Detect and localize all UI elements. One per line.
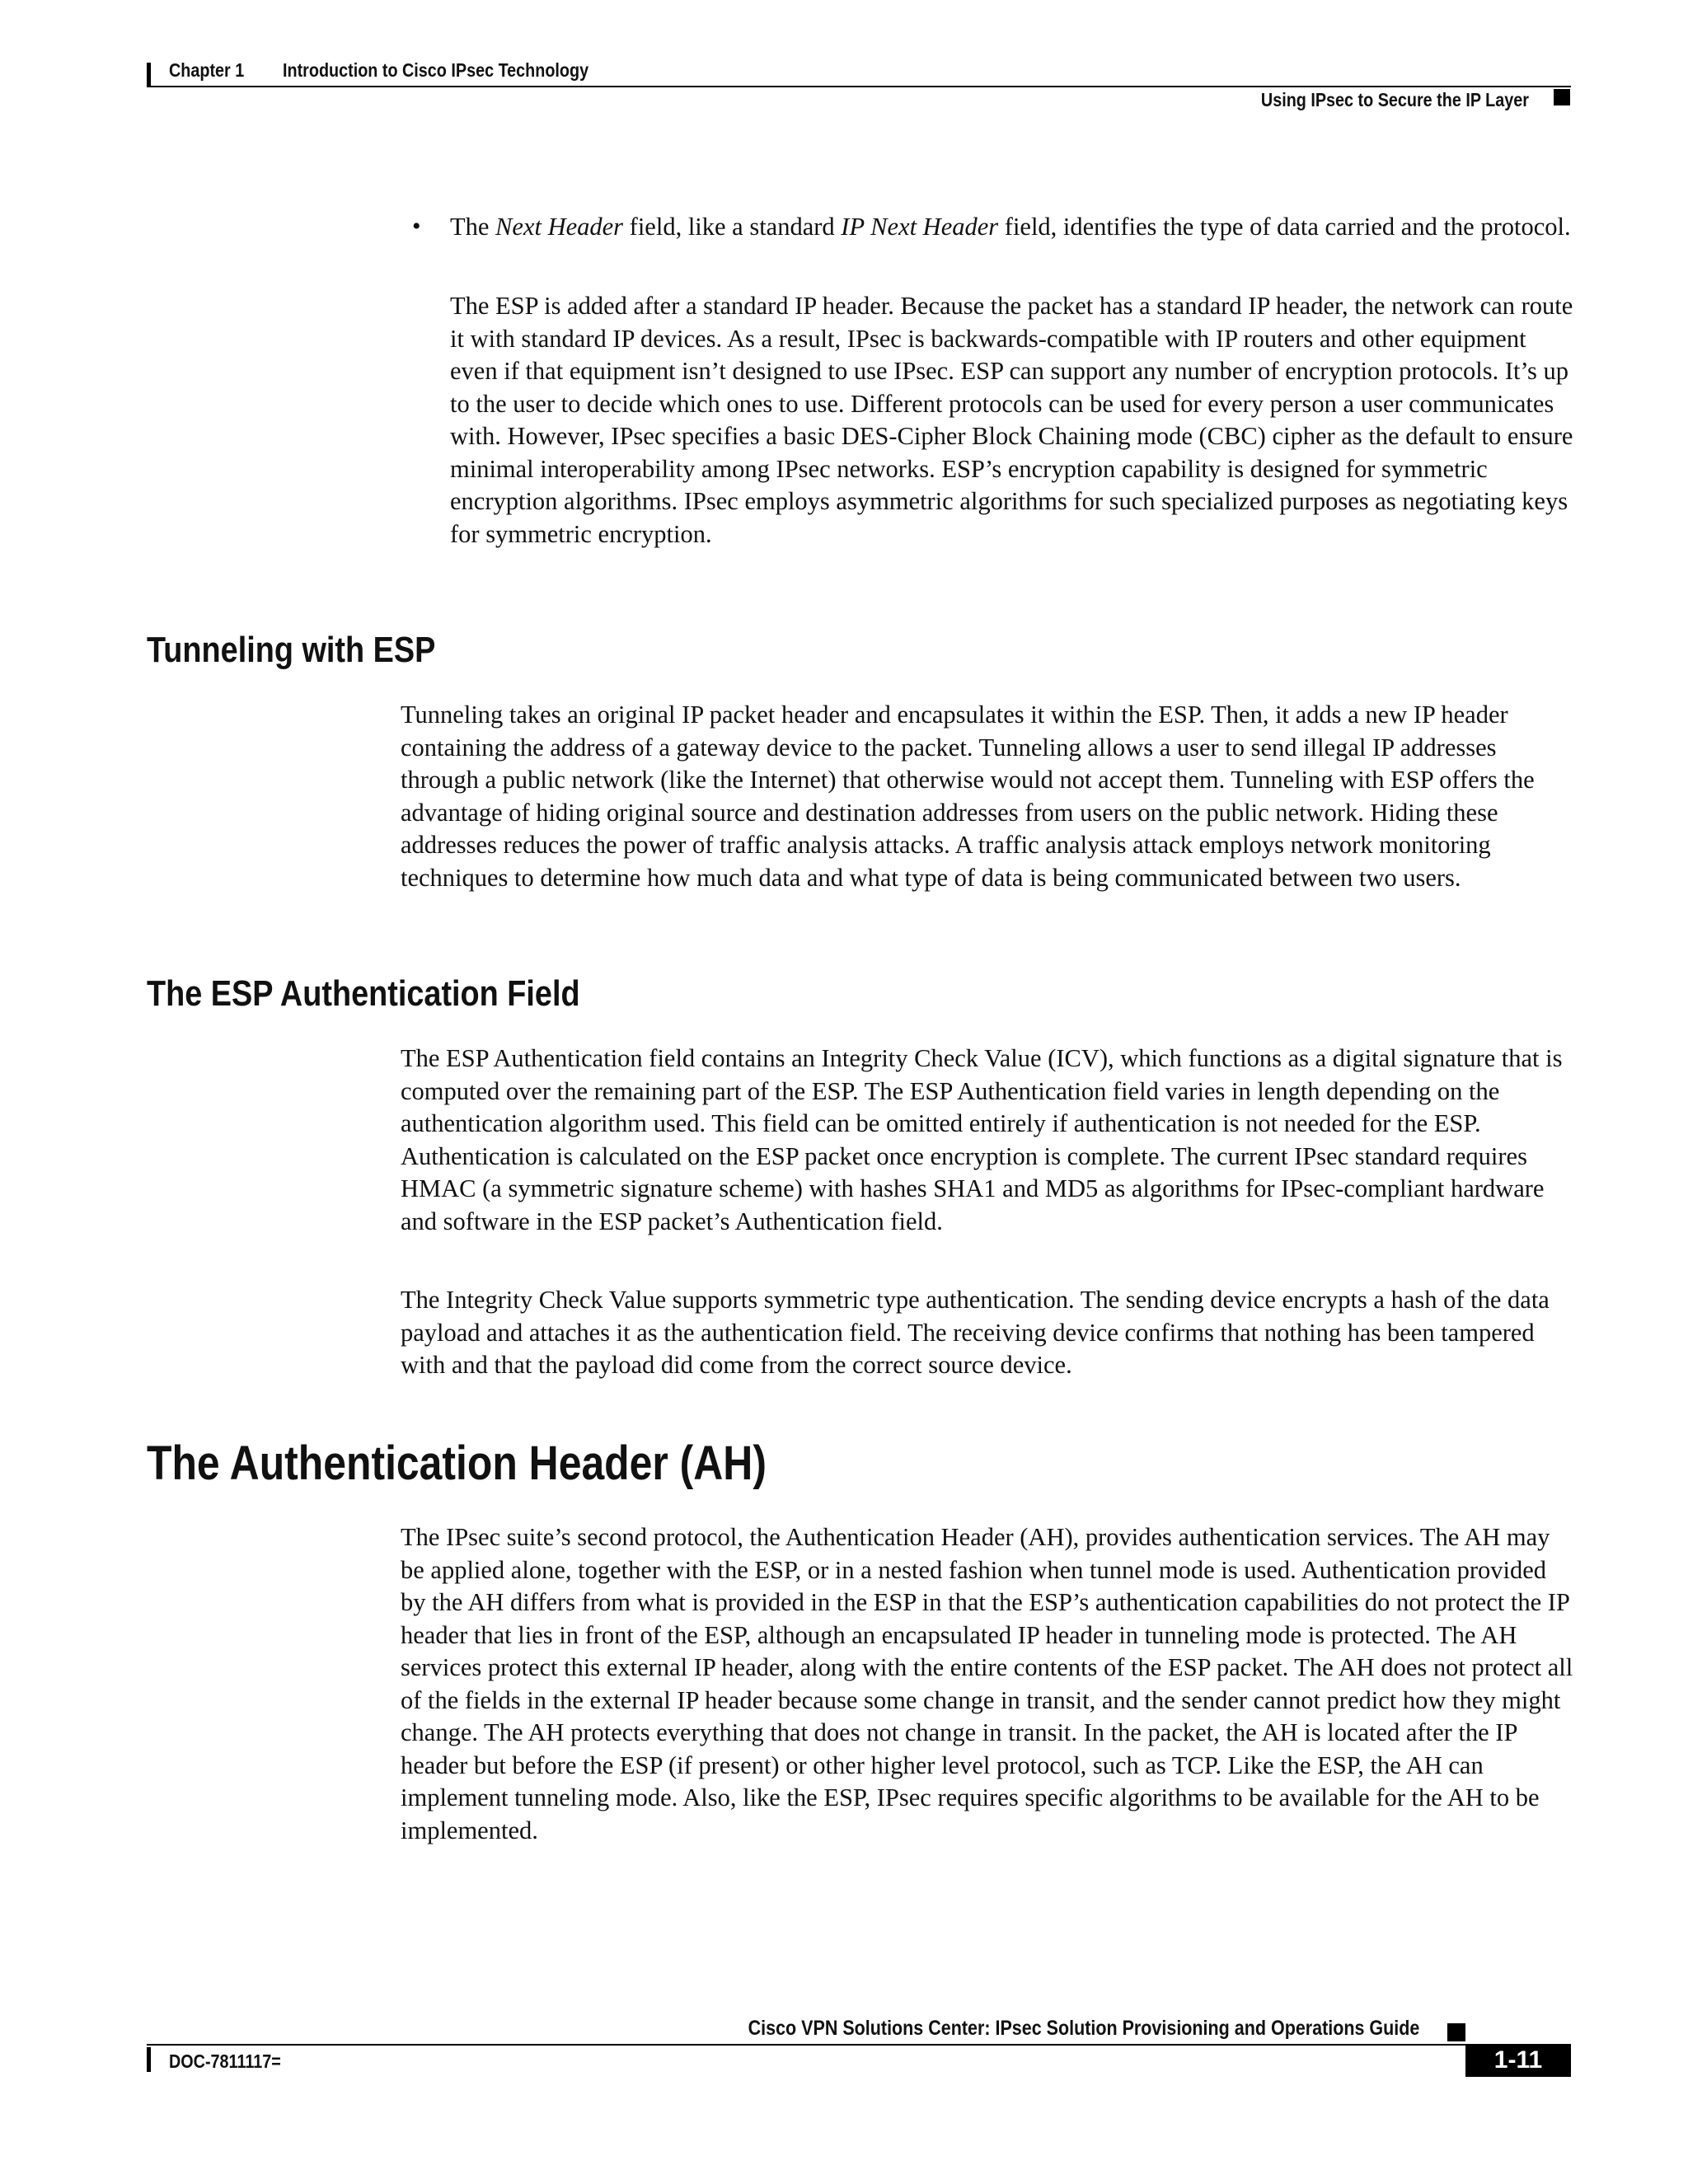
section-title: Using IPsec to Secure the IP Layer [1260, 89, 1529, 110]
bullet-term-next-header: Next Header [495, 213, 624, 241]
header-left-bar [147, 63, 151, 87]
chapter-title: Introduction to Cisco IPsec Technology [283, 59, 589, 81]
page-number: 1-11 [1465, 2044, 1571, 2077]
chapter-label: Chapter 1 [169, 59, 245, 81]
esp-authentication-paragraph-1: The ESP Authentication field contains an Integrity Check Value (ICV), which functions as a digital signature that is computed over the remaining part of the ESP. The ESP Authentication field varies in length depending on the authentication algorithm used. This field can be omitted entirely if authentication is not needed for the ESP. Authentication is calculated on the ESP packet once encryption is complete. The current IPsec standard requires HMAC (a symmetric signature scheme) with hashes SHA1 and MD5 as algorithms for IPsec-compliant hardware and software in the ESP packet’s Authentication field. [401, 1044, 1563, 1235]
footer-left-bar [147, 2047, 151, 2072]
esp-intro-paragraph: The ESP is added after a standard IP header. Because the packet has a standard IP header, the network can route it with standard IP devices. As a result, IPsec is backwards-compatible with IP routers and other equipment even if that equipment isn’t designed to use IPsec. ESP can support any number of encryption protocols. It’s up to the user to decide which ones to use. Different protocols can be used for every person a user communicates with. However, IPsec specifies a basic DES-Cipher Block Chaining mode (CBC) cipher as the default to ensure minimal interoperability among IPsec networks. ESP’s encryption capability is designed for symmetric encryption algorithms. IPsec employs asymmetric algorithms for such specialized purposes as negotiating keys for symmetric encryption. [450, 292, 1573, 548]
heading-tunneling-with-esp: Tunneling with ESP [147, 630, 436, 670]
bullet-text-1: The [450, 213, 496, 241]
bullet-term-ip-next-header: IP Next Header [841, 213, 999, 241]
footer-marker-square [1447, 2023, 1465, 2041]
bullet-marker: • [412, 213, 421, 240]
heading-esp-authentication-field: The ESP Authentication Field [147, 973, 580, 1014]
heading-authentication-header: The Authentication Header (AH) [147, 1436, 767, 1490]
esp-authentication-paragraph-2: The Integrity Check Value supports symmetric type authentication. The sending device encrypts a hash of the data payload and attaches it as the authentication field. The receiving device confirms that nothing has been tampered with and that the payload did come from the correct source device. [401, 1286, 1550, 1379]
footer-guide-title: Cisco VPN Solutions Center: IPsec Solution Provisioning and Operations Guide [748, 2017, 1419, 2040]
header-rule [147, 86, 1571, 87]
bullet-next-header [450, 211, 1576, 244]
bullet-text-2: field, like a standard [623, 213, 842, 241]
footer-rule [147, 2044, 1571, 2046]
bullet-text-3: field, identifies the type of data carried and the protocol. [998, 213, 1571, 241]
doc-number: DOC-7811117= [169, 2050, 281, 2072]
tunneling-paragraph: Tunneling takes an original IP packet header and encapsulates it within the ESP. Then, it adds a new IP header containing the address of a gateway device to the packet. Tunneling allows a user to send illegal IP addresses through a public network (like the Internet) that otherwise would not accept them. Tunneling with ESP offers the advantage of hiding original source and destination addresses from users on the public network. Hiding these addresses reduces the power of traffic analysis attacks. A traffic analysis attack employs network monitoring techniques to determine how much data and what type of data is being communicated between two users. [401, 701, 1535, 892]
authentication-header-paragraph: The IPsec suite’s second protocol, the Authentication Header (AH), provides authentication services. The AH may be applied alone, together with the ESP, or in a nested fashion when tunnel mode is used. Authentication provided by the AH differs from what is provided in the ESP in that the ESP’s authentication capabilities do not protect the IP header that lies in front of the ESP, although an encapsulated IP header in tunneling mode is protected. The AH services protect this external IP header, along with the entire contents of the ESP packet. The AH does not protect all of the fields in the external IP header because some change in transit, and the sender cannot predict how they might change. The AH protects everything that does not change in transit. In the packet, the AH is located after the IP header but before the ESP (if present) or other higher level protocol, such as TCP. Like the ESP, the AH can implement tunneling mode. Also, like the ESP, IPsec requires specific algorithms to be available for the AH to be implemented. [401, 1523, 1573, 1844]
header-marker-square [1554, 89, 1570, 105]
